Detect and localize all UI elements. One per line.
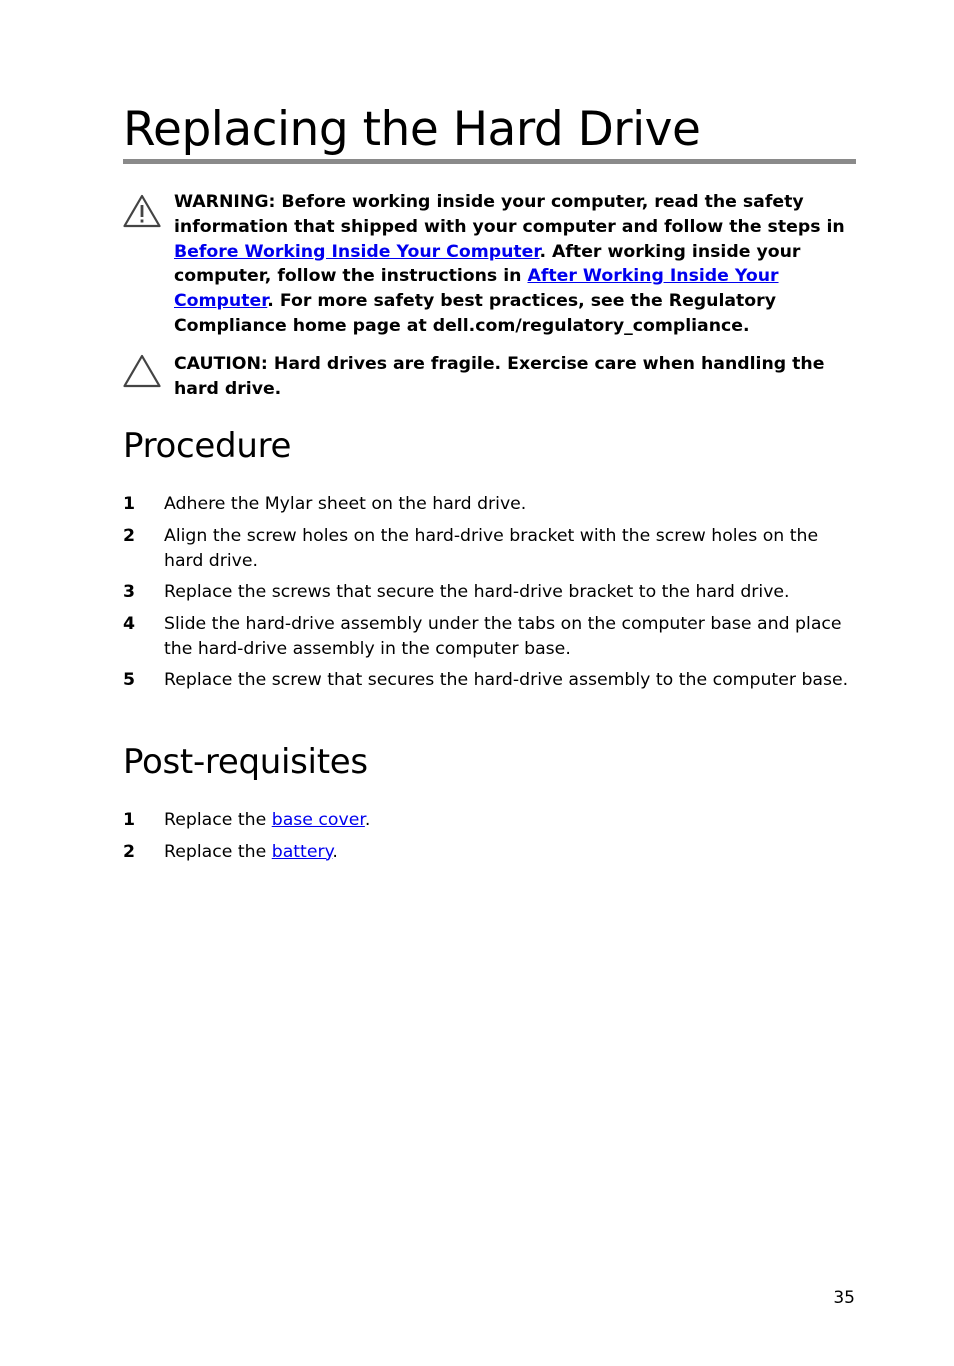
warning-text-part-2: . After working inside your computer, follow the instructions in xyxy=(174,241,801,287)
step-text-suffix: . xyxy=(332,841,338,862)
page-number: 35 xyxy=(833,1288,855,1308)
step-number: 1 xyxy=(123,810,136,830)
procedure-step xyxy=(123,668,856,693)
warning-triangle-icon xyxy=(123,194,161,228)
post-requisite-step xyxy=(123,808,856,833)
procedure-step xyxy=(123,524,856,574)
step-text: Replace the screws that secure the hard-drive bracket to the hard drive. xyxy=(164,582,790,602)
procedure-step xyxy=(123,612,856,662)
title-divider xyxy=(123,159,856,164)
warning-text-part-1: WARNING: Before working inside your computer, read the safety information that shipped with your computer and follow the steps in xyxy=(174,192,845,237)
procedure-step xyxy=(123,492,856,517)
procedure-steps xyxy=(123,492,856,700)
post-requisite-step xyxy=(123,840,856,865)
step-number: 2 xyxy=(123,841,136,862)
procedure-step xyxy=(123,580,856,605)
page-title: Replacing the Hard Drive xyxy=(123,102,701,157)
step-text-prefix: Replace the xyxy=(164,841,272,862)
caution-notice xyxy=(123,352,856,407)
step-text-prefix: Replace the xyxy=(164,810,272,830)
step-text: Replace the screw that secures the hard-drive assembly to the computer base. xyxy=(164,670,849,690)
warning-text-part-3: . For more safety best practices, see the Regulatory Compliance home page at dell.com/regulatory_compliance. xyxy=(174,291,776,336)
base-cover-link[interactable]: base cover xyxy=(271,810,365,830)
caution-triangle-icon xyxy=(123,354,161,388)
step-number: 1 xyxy=(123,494,136,514)
post-requisites-heading: Post-requisites xyxy=(123,742,368,782)
post-requisites-steps xyxy=(123,808,856,871)
procedure-heading: Procedure xyxy=(123,426,292,466)
step-number: 5 xyxy=(123,670,136,690)
step-number: 3 xyxy=(123,582,136,602)
step-text: Adhere the Mylar sheet on the hard drive. xyxy=(164,494,527,514)
warning-notice xyxy=(123,190,856,340)
step-number: 4 xyxy=(123,613,136,634)
warning-text xyxy=(174,190,864,339)
step-number: 2 xyxy=(123,525,136,546)
after-working-inside-link[interactable]: After Working Inside Your Computer xyxy=(174,266,779,312)
battery-link[interactable]: battery xyxy=(271,841,333,862)
before-working-inside-link[interactable]: Before Working Inside Your Computer xyxy=(174,241,540,262)
caution-text: CAUTION: Hard drives are fragile. Exercise care when handling the hard drive. xyxy=(174,354,825,399)
step-text-suffix: . xyxy=(364,810,371,830)
step-text: Align the screw holes on the hard-drive bracket with the screw holes on the hard drive. xyxy=(164,525,819,571)
step-text: Slide the hard-drive assembly under the tabs on the computer base and place the hard-drive assembly in the computer base. xyxy=(164,613,842,659)
